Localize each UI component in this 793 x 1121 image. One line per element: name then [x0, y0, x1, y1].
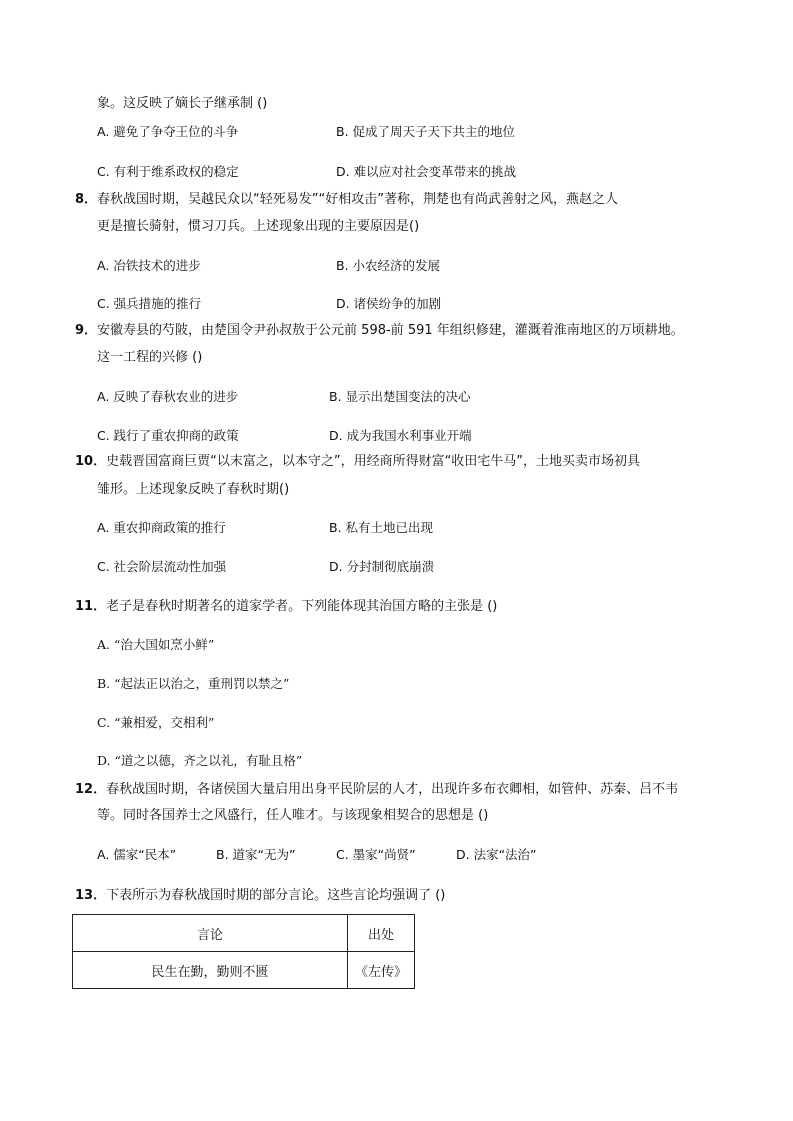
- q9-option-b: B. 显示出楚国变法的决心: [329, 389, 471, 404]
- q10-option-d: D. 分封制彻底崩溃: [329, 559, 435, 574]
- q8-option-d: D. 诸侯纷争的加剧: [336, 296, 442, 311]
- q7-option-d: D. 难以应对社会变革带来的挑战: [336, 164, 517, 179]
- table-header-row: [73, 915, 415, 952]
- q11-option-d: D. “道之以德，齐之以礼，有耻且格”: [97, 753, 303, 768]
- q13-stem: [75, 887, 445, 905]
- q10-number: 10．: [75, 454, 107, 469]
- q10-option-a: A. 重农抑商政策的推行: [97, 520, 226, 535]
- table-cell-source: 《左传》: [348, 952, 415, 989]
- q11-number: 11．: [75, 599, 107, 614]
- q11-stem: [75, 598, 497, 616]
- q13-stem-text: 下表所示为春秋战国时期的部分言论。这些言论均强调了 (): [106, 888, 446, 903]
- q12-option-c: C. 墨家“尚贤”: [336, 847, 416, 862]
- q9-option-c: C. 践行了重农抑商的政策: [97, 428, 239, 443]
- q11-stem-text: 老子是春秋时期著名的道家学者。下列能体现其治国方略的主张是 (): [106, 599, 498, 614]
- q10-option-c: C. 社会阶层流动性加强: [97, 559, 227, 574]
- q10-stem-text1: 史载晋国富商巨贾“以末富之，以本守之”，用经商所得财富“收田宅牛马”，土地买卖市场初具: [106, 454, 641, 469]
- q9-number: 9．: [75, 323, 98, 338]
- q7-option-c: C. 有利于维系政权的稳定: [97, 164, 239, 179]
- q9-stem-text1: 安徽寿县的芍陂，由楚国令尹孙叔敖于公元前 598-前 591 年组织修建，灌溉着淮南地区的万顷耕地。: [97, 323, 684, 338]
- q11-option-a: A. “治大国如烹小鲜”: [97, 637, 215, 652]
- q12-stem-line2: 等。同时各国养士之风盛行，任人唯才。与该现象相契合的思想是 (): [97, 808, 489, 823]
- q11-option-b: B. “起法正以治之，重刑罚以禁之”: [97, 676, 290, 691]
- q7-option-a: A. 避免了争夺王位的斗争: [97, 124, 239, 139]
- quotes-table: [72, 914, 415, 989]
- q12-stem-line1: [75, 781, 678, 799]
- q10-stem-line2: 雏形。上述现象反映了春秋时期(): [97, 482, 290, 497]
- q8-number: 8．: [75, 192, 98, 207]
- q9-stem-line2: 这一工程的兴修 (): [97, 350, 203, 365]
- q8-stem-line2: 更是擅长骑射，惯习刀兵。上述现象出现的主要原因是(): [97, 219, 420, 234]
- q7-stem-end: 象。这反映了嫡长子继承制 (): [97, 96, 268, 111]
- q9-option-d: D. 成为我国水利事业开端: [329, 428, 472, 443]
- q8-option-b: B. 小农经济的发展: [336, 258, 441, 273]
- q7-option-b: B. 促成了周天子天下共主的地位: [336, 124, 516, 139]
- q8-option-a: A. 冶铁技术的进步: [97, 258, 201, 273]
- q11-option-c: C. “兼相爱，交相利”: [97, 715, 215, 730]
- q12-option-b: B. 道家“无为”: [216, 847, 296, 862]
- q8-stem-text1: 春秋战国时期，吴越民众以“轻死易发”“好相攻击”著称，荆楚也有尚武善射之风，燕赵之人: [97, 192, 618, 207]
- q10-option-b: B. 私有土地已出现: [329, 520, 434, 535]
- q12-stem-text1: 春秋战国时期，各诸侯国大量启用出身平民阶层的人才，出现许多布衣卿相，如管仲、苏秦、吕不韦: [106, 782, 679, 797]
- q12-option-d: D. 法家“法治”: [456, 847, 537, 862]
- q10-stem-line1: [75, 453, 640, 471]
- table-header-source: 出处: [348, 915, 415, 952]
- q9-stem-line1: [75, 322, 684, 340]
- table-row: [73, 952, 415, 989]
- table-cell-quote: 民生在勤，勤则不匮: [73, 952, 348, 989]
- q12-option-a: A. 儒家“民本”: [97, 847, 177, 862]
- q12-number: 12．: [75, 782, 107, 797]
- q9-option-a: A. 反映了春秋农业的进步: [97, 389, 239, 404]
- q13-number: 13．: [75, 888, 107, 903]
- table-header-quote: 言论: [73, 915, 348, 952]
- q8-stem-line1: [75, 191, 618, 209]
- q8-option-c: C. 强兵措施的推行: [97, 296, 202, 311]
